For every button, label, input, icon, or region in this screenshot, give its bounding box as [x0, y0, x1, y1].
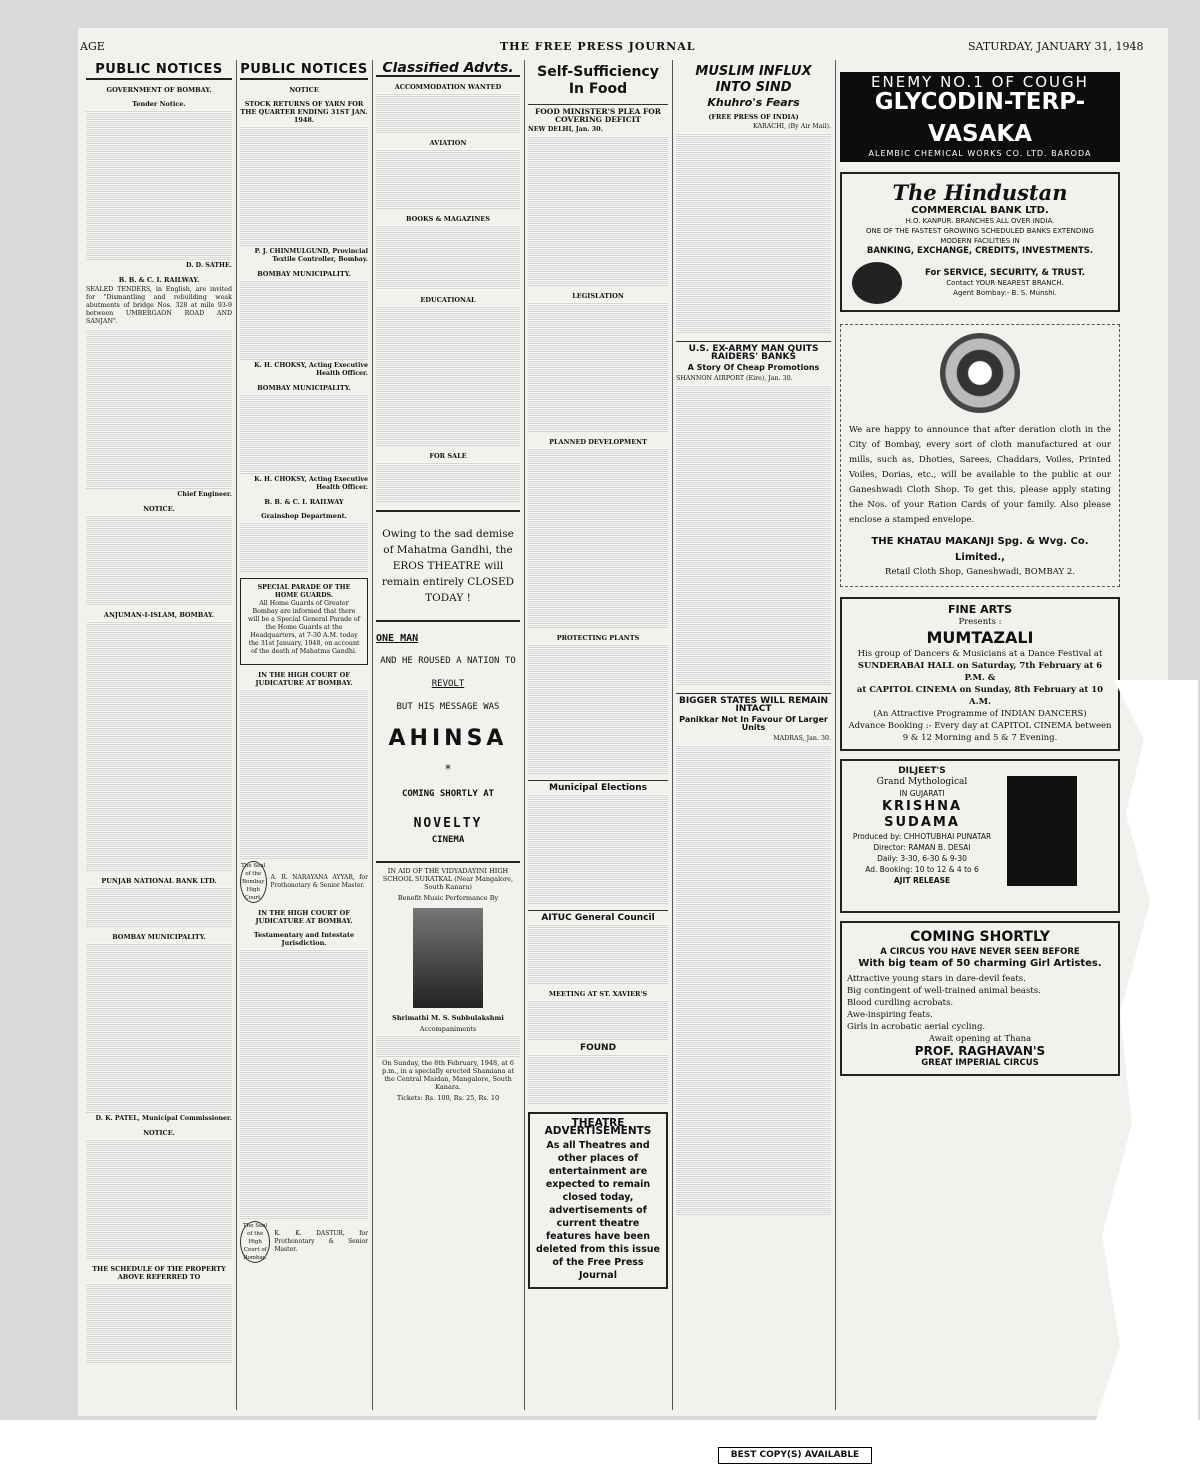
- ad-line: His group of Dancers & Musicians at a Dance Festival at: [857, 649, 1103, 659]
- ad-brand: GLYCODIN-TERP-VASAKA: [874, 89, 1086, 147]
- headline: FOUND: [579, 1043, 617, 1053]
- article-body: [676, 385, 831, 685]
- notice-title: NOTICE.: [143, 1129, 175, 1137]
- classified-category: BOOKS & MAGAZINES: [406, 215, 490, 223]
- headline: Municipal Elections: [528, 780, 668, 792]
- company-address: Retail Cloth Shop, Ganeshwadi, BOMBAY 2.: [885, 567, 1075, 577]
- ad-body: [376, 306, 520, 446]
- article-body: [528, 1000, 668, 1040]
- wire-credit: (FREE PRESS OF INDIA): [708, 113, 799, 121]
- ad-line: Ad. Booking: 10 to 12 & 4 to 6: [865, 865, 979, 874]
- ad-heading: FINE ARTS: [947, 603, 1013, 616]
- high-court-seal: The Seal of the High Court of Bombay.: [240, 1221, 270, 1263]
- headline: U.S. EX-ARMY MAN QUITS RAIDERS' BANKS: [676, 341, 831, 361]
- notice-body: [240, 280, 368, 360]
- ad-tagline: ENEMY NO.1 OF COUGH: [871, 73, 1089, 91]
- best-copy-label: BEST COPY(S) AVAILABLE: [718, 1447, 872, 1464]
- feature-item: Girls in acrobatic aerial cycling.: [847, 1022, 986, 1032]
- court-notice-subtitle: Testamentary and Intestate Jurisdiction.: [253, 931, 355, 947]
- public-notices-column-1: [86, 62, 232, 1402]
- notice-body: [86, 110, 232, 260]
- headline-deck: A Story Of Cheap Promotions: [687, 363, 820, 372]
- ad-line: (An Attractive Programme of INDIAN DANCERS): [873, 709, 1087, 719]
- gujarati-title-artwork: [1007, 776, 1077, 886]
- bank-services: BANKING, EXCHANGE, CREDITS, INVESTMENTS.: [866, 246, 1094, 256]
- article-body: [676, 745, 831, 1215]
- article-body: [528, 448, 668, 628]
- ad-line: Await opening at Thana: [928, 1034, 1032, 1044]
- notice-title: BOMBAY MUNICIPALITY.: [112, 933, 206, 941]
- circus-feature-list: [847, 973, 1113, 1033]
- performer-name: MUMTAZALI: [926, 628, 1034, 647]
- ad-line: BUT HIS MESSAGE WAS: [396, 702, 500, 712]
- notice-title: B. B. & C. I. RAILWAY.: [118, 276, 200, 284]
- notice-signature: K. H. CHOKSY, Acting Executive Health Officer.: [254, 362, 368, 377]
- bank-subtitle: COMMERCIAL BANK LTD.: [911, 205, 1049, 216]
- headline: MUSLIM INFLUX INTO SIND: [695, 64, 812, 95]
- notice-signature: D. D. SATHE.: [186, 262, 232, 269]
- notice-body: SEALED TENDERS, in English, are invited for "Dismantling and rebuilding weak abutments of bridge Nos. 328 at mile 93-9 between UMBERGAON ROAD AND SANJAN".: [86, 286, 232, 325]
- ad-maker: ALEMBIC CHEMICAL WORKS CO. LTD. BARODA: [868, 149, 1092, 158]
- parade-body: All Home Guards of Greater Bombay are informed that there will be a Special General Parade of the Home Guards at the Headquarters, at 7-30 A.M. today the 31st January, 1948, on account of the death of Mahatma Gandhi.: [247, 600, 360, 655]
- fine-arts-ad: [840, 597, 1120, 751]
- hindustan-bank-ad: [840, 172, 1120, 312]
- notice-signature: P. J. CHINMULGUND, Provincial Textile Controller, Bombay.: [254, 248, 368, 263]
- music-performance-ad: [376, 861, 520, 1102]
- company-name: THE KHATAU MAKANJI Spg. & Wvg. Co. Limited.,: [871, 536, 1089, 563]
- notice-title: ANJUMAN-I-ISLAM, BOMBAY.: [103, 611, 215, 619]
- ad-line: Benefit Music Performance By: [397, 894, 499, 902]
- dateline: KARACHI, (By Air Mail).: [753, 123, 831, 130]
- dateline: NEW DELHI, Jan. 30.: [528, 126, 603, 133]
- article-body: [676, 133, 831, 333]
- article-subhead: PLANNED DEVELOPMENT: [549, 438, 647, 446]
- notice-signature: D. K. PATEL, Municipal Commissioner.: [95, 1115, 232, 1122]
- notice-body: [86, 943, 232, 1113]
- article-body: [528, 302, 668, 432]
- notice-body: As all Theatres and other places of entertainment are expected to remain closed today, advertisements of current theatre features have been deleted from this issue of the Free Press Journal: [536, 1140, 660, 1281]
- ad-body: [376, 462, 520, 502]
- feature-item: Attractive young stars in dare-devil feats.: [847, 974, 1026, 984]
- bank-description: ONE OF THE FASTEST GROWING SCHEDULED BANKS EXTENDING MODERN FACILITIES IN: [866, 227, 1094, 245]
- notice-body: [240, 522, 368, 572]
- masthead: [80, 40, 1160, 58]
- ad-line: IN AID OF THE VIDYADAYINI HIGH SCHOOL SURATKAL (Near Mangalore, South Kanara): [382, 867, 514, 891]
- notice-body: [86, 1283, 232, 1363]
- notice-signature: Chief Engineer.: [177, 491, 232, 498]
- cinema-name: NOVELTY: [413, 816, 483, 831]
- feature-item: Awe-inspiring feats.: [847, 1010, 933, 1020]
- ad-line: On Sunday, the 8th February, 1948, at 6 p.m., in a specially erected Shamiana at the Central Maidan, Mangalore, South Kanara.: [381, 1059, 515, 1091]
- column-rule: [672, 60, 673, 1410]
- film-title: SUDAMA: [884, 815, 960, 830]
- dateline: MADRAS, Jan. 30.: [773, 735, 831, 742]
- notice-subtitle: STOCK RETURNS OF YARN FOR THE QUARTER ENDING 31ST JAN. 1948.: [240, 100, 368, 124]
- headline-deck: Panikkar Not In Favour Of Larger Units: [679, 715, 828, 732]
- headline-deck: Khuhro's Fears: [707, 96, 800, 109]
- ad-line: Accompaniments: [419, 1025, 477, 1033]
- article-subhead: PROTECTING PLANTS: [556, 634, 640, 642]
- classified-category: AVIATION: [429, 139, 467, 147]
- news-column-food: [528, 62, 668, 1402]
- notice-body: [86, 515, 232, 605]
- high-court-seal: The Seal of the Bombay High Court.: [241, 863, 266, 901]
- ad-body: [376, 93, 520, 133]
- notice-signature: K. K. DASTUR, for Prothonotary & Senior Master.: [274, 1230, 368, 1253]
- ad-line: With big team of 50 charming Girl Artistes.: [858, 958, 1102, 969]
- article-subhead: MEETING AT ST. XAVIER'S: [548, 990, 648, 998]
- ad-line: AND HE ROUSED A NATION TO: [380, 656, 516, 666]
- dateline: SHANNON AIRPORT (Eire), Jan. 30.: [676, 375, 793, 382]
- column-rule: [372, 60, 373, 1410]
- notice-subtitle: Tender Notice.: [132, 100, 186, 108]
- notice-body: [240, 394, 368, 474]
- ad-line: AJIT RELEASE: [893, 876, 951, 885]
- eagle-emblem-icon: [852, 262, 902, 304]
- ad-heading: COMING SHORTLY: [910, 929, 1050, 945]
- singer-name: Shrimathi M. S. Subbulakshmi: [392, 1014, 504, 1022]
- article-body: [528, 1054, 668, 1104]
- notice-body: [86, 1139, 232, 1259]
- ad-line: A CIRCUS YOU HAVE NEVER SEEN BEFORE: [880, 947, 1080, 957]
- column-rule: [236, 60, 237, 1410]
- issue-date: SATURDAY, JANUARY 31, 1948: [968, 40, 1144, 53]
- notice-body: [86, 621, 232, 871]
- feature-item: Big contingent of well-trained animal beasts.: [847, 986, 1041, 996]
- ad-line: Tickets: Rs. 100, Rs. 25, Rs. 10: [396, 1094, 500, 1102]
- notice-signature: K. H. CHOKSY, Acting Executive Health Officer.: [254, 476, 368, 491]
- circus-ad: [840, 921, 1120, 1076]
- headline-deck: FOOD MINISTER'S PLEA FOR COVERING DEFICIT: [528, 104, 668, 124]
- classified-category: FOR SALE: [429, 452, 467, 460]
- ad-line: Director: RAMAN B. DESAI: [873, 843, 971, 852]
- court-notice-title: IN THE HIGH COURT OF JUDICATURE AT BOMBAY.: [255, 909, 353, 925]
- section-heading: PUBLIC NOTICES: [86, 66, 232, 80]
- notice-subtitle: THE SCHEDULE OF THE PROPERTY ABOVE REFERRED TO: [92, 1265, 226, 1281]
- headline: AITUC General Council: [528, 910, 668, 922]
- notice-title: GOVERNMENT OF BOMBAY.: [106, 86, 212, 94]
- mill-logo-icon: [940, 333, 1020, 413]
- headline: BIGGER STATES WILL REMAIN INTACT: [676, 693, 831, 713]
- section-heading: PUBLIC NOTICES: [240, 66, 368, 80]
- ad-body: [376, 149, 520, 209]
- section-heading: Classified Advts.: [376, 64, 520, 77]
- ad-line: CINEMA: [431, 835, 465, 845]
- ad-line: at CAPITOL CINEMA on Sunday, 8th February at 10 A.M.: [856, 685, 1104, 707]
- notice-title: BOMBAY MUNICIPALITY.: [257, 270, 351, 278]
- ahinsa-film-ad: ONE MAN AND HE ROUSED A NATION TO REVOLT BUT HIS MESSAGE WAS AHINSA * COMING SHORTLY AT NOVELTY CINEMA: [376, 630, 520, 849]
- article-subhead: LEGISLATION: [572, 292, 624, 300]
- ad-body: [376, 1035, 520, 1057]
- column-rule: [835, 60, 836, 1410]
- ad-line: Daily: 3-30, 6-30 & 9-30: [877, 854, 967, 863]
- article-body: [528, 136, 668, 286]
- ad-line: SUNDERABAI HALL on Saturday, 7th February at 6 P.M. &: [857, 661, 1103, 683]
- singer-portrait: [413, 908, 483, 1008]
- classified-ads-column: [376, 62, 520, 1402]
- ad-line: Grand Mythological: [876, 777, 968, 787]
- ad-line: Presents :: [958, 617, 1002, 627]
- ad-line: PROF. RAGHAVAN'S: [914, 1044, 1046, 1058]
- notice-body: [86, 329, 232, 489]
- bank-agent: Agent Bombay:- B. S. Munshi.: [953, 289, 1057, 297]
- bank-tagline: For SERVICE, SECURITY, & TRUST.: [925, 268, 1085, 278]
- article-body: [528, 794, 668, 904]
- bank-branches: H.O. KANPUR. BRANCHES ALL OVER INDIA.: [905, 217, 1055, 225]
- glycodin-ad: [840, 72, 1120, 162]
- notice-body: [86, 887, 232, 927]
- notice-title: NOTICE: [289, 86, 319, 94]
- notice-title: B. B. & C. I. RAILWAY: [264, 498, 344, 506]
- bank-name: The Hindustan: [892, 180, 1068, 205]
- article-body: [528, 644, 668, 774]
- notice-body: [240, 689, 368, 859]
- ad-heading: DILJEET'S: [898, 766, 946, 776]
- ad-line: GREAT IMPERIAL CIRCUS: [921, 1058, 1039, 1068]
- news-column-sind: [676, 62, 831, 1402]
- notice-title: THEATRE ADVERTISEMENTS: [544, 1117, 652, 1137]
- column-rule: [524, 60, 525, 1410]
- notice-body: [240, 126, 368, 246]
- notice-body: [240, 949, 368, 1219]
- ad-line: REVOLT: [431, 679, 465, 689]
- ad-line: COMING SHORTLY AT: [401, 789, 495, 799]
- notice-title: BOMBAY MUNICIPALITY.: [257, 384, 351, 392]
- theatre-advertisements-notice: [528, 1112, 668, 1289]
- newspaper-title: THE FREE PRESS JOURNAL: [500, 40, 696, 53]
- ad-body: We are happy to announce that after deration cloth in the City of Bombay, every sort of cloth manufactured at our mills, such as, Dhoties, Sarees, Chaddars, Voiles, Printed Voiles, Dorias, etc., will be available to the public at our Ganeshwadi Cloth Shop. To get this, please apply stating the Nos. of your Ration Cards of your family. Also please enclose a stamped envelope.: [849, 425, 1111, 525]
- classified-category: ACCOMMODATION WANTED: [394, 83, 502, 91]
- ad-line: Produced by: CHHOTUBHAI PUNATAR: [852, 832, 992, 841]
- ad-line: Advance Booking :- Every day at CAPITOL CINEMA between 9 & 12 Morning and 5 & 7 Evening.: [848, 721, 1112, 743]
- khatau-mills-ad: [840, 324, 1120, 587]
- page-label: AGE: [80, 40, 105, 53]
- feature-item: Blood curdling acrobats.: [847, 998, 954, 1008]
- parade-title: SPECIAL PARADE OF THE HOME GUARDS.: [257, 584, 351, 599]
- advertisements-column: [840, 62, 1120, 1402]
- court-notice-title: IN THE HIGH COURT OF JUDICATURE AT BOMBAY.: [255, 671, 353, 687]
- notice-title: NOTICE.: [143, 505, 175, 513]
- krishna-sudama-film-ad: [840, 759, 1120, 913]
- headline: Self-Sufficiency In Food: [537, 64, 659, 97]
- film-title: KRISHNA: [881, 799, 963, 814]
- ad-line: ONE MAN: [376, 633, 419, 644]
- notice-signature: A. R. NARAYANA AYYAR, for Prothonotary & Senior Master.: [270, 874, 368, 889]
- ad-body: [376, 225, 520, 290]
- bank-contact: Contact YOUR NEAREST BRANCH.: [946, 279, 1064, 287]
- film-title: AHINSA: [388, 726, 508, 751]
- eros-closure-notice: Owing to the sad demise of Mahatma Gandhi, the EROS THEATRE will remain entirely CLOSED TODAY !: [376, 510, 520, 622]
- notice-title: PUNJAB NATIONAL BANK LTD.: [101, 877, 217, 885]
- classified-category: EDUCATIONAL: [420, 296, 476, 304]
- notice-subtitle: Grainshop Department.: [261, 512, 347, 520]
- article-body: [528, 924, 668, 984]
- ad-line: IN GUJARATI: [899, 789, 945, 798]
- public-notices-column-2: [240, 62, 368, 1402]
- home-guards-parade-notice: [240, 578, 368, 665]
